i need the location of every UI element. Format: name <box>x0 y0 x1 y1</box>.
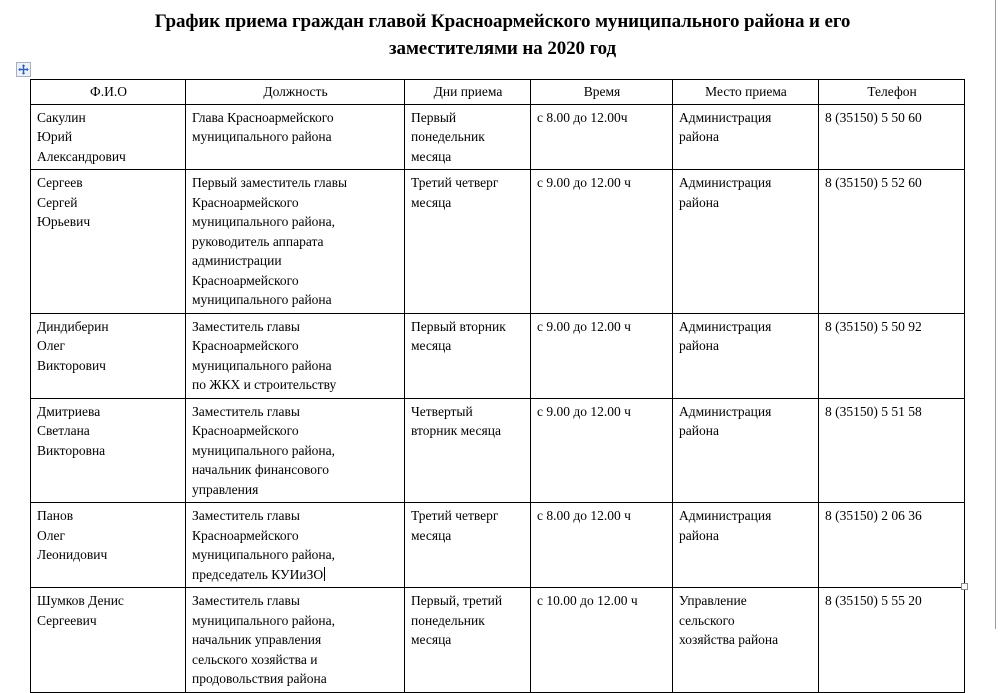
cell-text-line: с 9.00 до 12.00 ч <box>537 403 631 419</box>
cell-text-line: Администрация <box>679 508 772 523</box>
cell-text-line: Управление <box>679 593 747 608</box>
cell-fio[interactable] <box>31 503 186 588</box>
cell-text-line: муниципального района, <box>192 612 336 628</box>
table-row <box>31 170 965 314</box>
cell-text-line: по ЖКХ и строительству <box>192 377 337 392</box>
cell-text-line: Красноармейского <box>192 338 299 353</box>
cell-phone[interactable] <box>819 588 965 693</box>
cell-place[interactable] <box>673 104 819 170</box>
cell-text-line: Первый заместитель главы <box>192 175 348 190</box>
cell-text-line: района <box>679 129 719 144</box>
cell-text-line: муниципального района, <box>192 442 336 458</box>
cell-text-line: района <box>679 527 719 543</box>
table-row <box>31 313 965 398</box>
cell-text-line: Третий четверг <box>411 508 499 523</box>
cell-position[interactable] <box>186 313 405 398</box>
cell-text-line: Администрация <box>679 403 772 419</box>
cell-text-line: Красноармейского <box>192 527 299 543</box>
cell-text-line: района <box>679 194 719 210</box>
cell-text-line: 8 (35150) 5 50 60 <box>825 109 922 125</box>
cell-text-line: Сергей <box>37 194 78 210</box>
table-body <box>31 104 965 692</box>
cell-text-line: с 8.00 до 12.00ч <box>537 109 628 125</box>
cell-text-line: муниципального района, <box>192 214 336 229</box>
cell-text-line: муниципального района <box>192 357 332 373</box>
cell-text-line: 8 (35150) 5 55 20 <box>825 593 922 608</box>
cell-text-line: председатель КУИиЗО <box>192 566 324 582</box>
cell-text-line: с 9.00 до 12.00 ч <box>537 318 631 334</box>
cell-text-line: начальник финансового <box>192 462 329 477</box>
cell-text-line: муниципального района <box>192 292 332 307</box>
cell-text-line: Юрьевич <box>37 214 91 229</box>
cell-text-line: 8 (35150) 2 06 36 <box>825 508 922 523</box>
cell-text-line: района <box>679 423 719 438</box>
cell-position[interactable] <box>186 503 405 588</box>
cell-days[interactable] <box>405 398 531 503</box>
cell-text-line: месяца <box>411 194 452 210</box>
cell-time[interactable] <box>531 398 673 503</box>
table-row <box>31 588 965 693</box>
cell-fio[interactable] <box>31 170 186 314</box>
cell-text-line: с 8.00 до 12.00 ч <box>537 508 631 523</box>
cell-days[interactable] <box>405 170 531 314</box>
cell-text-line: района <box>679 338 719 353</box>
cell-fio[interactable] <box>31 104 186 170</box>
cell-fio[interactable] <box>31 588 186 693</box>
cell-position[interactable] <box>186 104 405 170</box>
cell-text-line: Викторович <box>37 357 106 373</box>
cell-place[interactable] <box>673 588 819 693</box>
cell-text-line: понедельник <box>411 612 485 628</box>
cell-text-line: Олег <box>37 338 66 353</box>
cell-time[interactable] <box>531 104 673 170</box>
cell-text-line: Юрий <box>37 129 73 144</box>
table-resize-handle[interactable] <box>961 583 968 590</box>
cell-text-line: месяца <box>411 148 452 164</box>
move-cross-icon <box>18 64 29 75</box>
table-header-row <box>31 80 965 105</box>
cell-text-line: 8 (35150) 5 51 58 <box>825 403 922 419</box>
column-header-days: Дни приема <box>405 80 531 105</box>
cell-text-line: сельского хозяйства и <box>192 651 318 667</box>
cell-text-line: хозяйства района <box>679 632 779 647</box>
cell-text-line: Дмитриева <box>37 403 101 419</box>
cell-place[interactable] <box>673 503 819 588</box>
cell-text-line: Александрович <box>37 148 126 164</box>
cell-time[interactable] <box>531 503 673 588</box>
cell-text-line: Глава Красноармейского <box>192 109 334 125</box>
cell-text-line: месяца <box>411 527 452 543</box>
cell-text-line: управления <box>192 481 259 497</box>
cell-text-line: Третий четверг <box>411 175 499 190</box>
cell-text-line: муниципального района <box>192 129 332 144</box>
table-move-handle[interactable] <box>16 62 31 77</box>
column-header-phone: Телефон <box>819 80 965 105</box>
cell-text-line: начальник управления <box>192 632 322 647</box>
cell-text-line: Сакулин <box>37 109 86 125</box>
cell-text-line: Заместитель главы <box>192 318 300 334</box>
cell-text-line: Красноармейского <box>192 194 299 210</box>
cell-text-line: сельского <box>679 612 735 628</box>
cell-text-line: Диндиберин <box>37 318 109 334</box>
cell-text-line: 8 (35150) 5 50 92 <box>825 318 922 334</box>
cell-phone[interactable] <box>819 170 965 314</box>
column-header-time: Время <box>531 80 673 105</box>
table-row <box>31 503 965 588</box>
cell-text-line: Администрация <box>679 318 772 334</box>
cell-phone[interactable] <box>819 398 965 503</box>
page-title-line-2: заместителями на 2020 год <box>389 38 616 59</box>
cell-days[interactable] <box>405 588 531 693</box>
cell-text-line: Администрация <box>679 175 772 190</box>
cell-place[interactable] <box>673 398 819 503</box>
cell-text-line: Олег <box>37 527 66 543</box>
page-margin-rule <box>995 0 996 629</box>
cell-text-line: муниципального района, <box>192 547 336 562</box>
column-header-fio: Ф.И.О <box>31 80 186 105</box>
schedule-table[interactable] <box>30 79 965 693</box>
cell-text-line: Панов <box>37 508 74 523</box>
page-title-line-1: График приема граждан главой Красноармейского муниципального района и его <box>154 11 851 32</box>
cell-time[interactable] <box>531 313 673 398</box>
cell-phone[interactable] <box>819 313 965 398</box>
page-title <box>60 8 945 62</box>
cell-place[interactable] <box>673 170 819 314</box>
cell-days[interactable] <box>405 104 531 170</box>
text-cursor-caret <box>324 567 325 581</box>
cell-text-line: Сергеев <box>37 175 83 190</box>
cell-place[interactable] <box>673 313 819 398</box>
cell-text-line: Сергеевич <box>37 612 97 628</box>
cell-fio[interactable] <box>31 313 186 398</box>
table-row <box>31 104 965 170</box>
cell-text-line: Администрация <box>679 109 772 125</box>
cell-time[interactable] <box>531 588 673 693</box>
cell-fio[interactable] <box>31 398 186 503</box>
cell-text-line: 8 (35150) 5 52 60 <box>825 175 922 190</box>
cell-text-line: с 9.00 до 12.00 ч <box>537 175 631 190</box>
cell-text-line: продовольствия района <box>192 671 327 686</box>
cell-text-line: Первый <box>411 109 457 125</box>
cell-text-line: Заместитель главы <box>192 403 300 419</box>
cell-text-line: Викторовна <box>37 442 106 458</box>
cell-days[interactable] <box>405 313 531 398</box>
cell-text-line: руководитель аппарата <box>192 233 324 249</box>
cell-text-line: Четвертый <box>411 403 473 419</box>
column-header-place: Место приема <box>673 80 819 105</box>
cell-position[interactable] <box>186 588 405 693</box>
cell-time[interactable] <box>531 170 673 314</box>
cell-text-line: вторник месяца <box>411 423 501 438</box>
cell-text-line: Заместитель главы <box>192 508 300 523</box>
cell-days[interactable] <box>405 503 531 588</box>
cell-position[interactable] <box>186 170 405 314</box>
cell-text-line: Первый, третий <box>411 593 503 608</box>
cell-text-line: понедельник <box>411 129 485 144</box>
cell-text-line: Первый вторник <box>411 318 506 334</box>
cell-text-line: Красноармейского <box>192 423 299 438</box>
cell-phone[interactable] <box>819 503 965 588</box>
cell-text-line: Шумков Денис <box>37 593 124 608</box>
cell-phone[interactable] <box>819 104 965 170</box>
cell-text-line: администрации <box>192 253 282 268</box>
column-header-position: Должность <box>186 80 405 105</box>
cell-text-line: месяца <box>411 338 452 353</box>
cell-text-line: Леонидович <box>37 547 108 562</box>
cell-text-line: с 10.00 до 12.00 ч <box>537 593 638 608</box>
cell-position[interactable] <box>186 398 405 503</box>
schedule-table-container <box>30 79 964 693</box>
cell-text-line: Заместитель главы <box>192 593 300 608</box>
table-row <box>31 398 965 503</box>
cell-text-line: месяца <box>411 632 452 647</box>
cell-text-line: Красноармейского <box>192 272 299 288</box>
cell-text-line: Светлана <box>37 423 90 438</box>
